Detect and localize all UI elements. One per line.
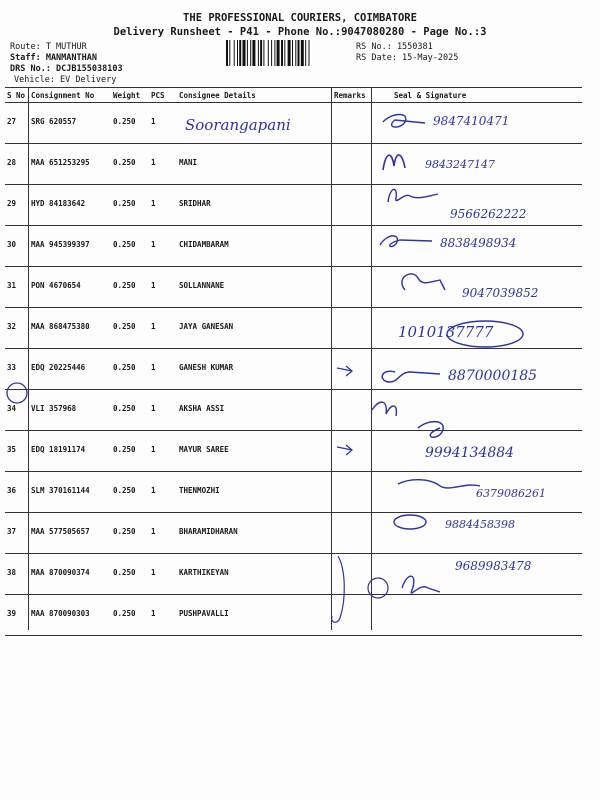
cell-weight bbox=[111, 226, 149, 267]
table-row bbox=[5, 554, 582, 595]
table-row bbox=[5, 267, 582, 308]
pcs-value: 1 bbox=[151, 117, 156, 126]
barcode-bar bbox=[263, 40, 264, 66]
cell-consignee bbox=[177, 390, 332, 431]
consignee-value: SRIDHAR bbox=[179, 199, 211, 208]
cell-remarks bbox=[332, 595, 372, 636]
consignee-value: MAYUR SAREE bbox=[179, 445, 229, 454]
barcode-bar bbox=[258, 40, 259, 66]
barcode-bar bbox=[284, 40, 285, 66]
sno-value: 38 bbox=[7, 568, 17, 577]
runsheet-table bbox=[5, 87, 582, 636]
cell-sno bbox=[5, 308, 29, 349]
sno-value: 28 bbox=[7, 158, 17, 167]
cell-seal bbox=[372, 185, 582, 226]
cell-weight bbox=[111, 185, 149, 226]
cell-consignee bbox=[177, 267, 332, 308]
cell-pcs bbox=[149, 595, 177, 636]
sno-value: 27 bbox=[7, 117, 17, 126]
cell-seal bbox=[372, 595, 582, 636]
route-label: Route: T MUTHUR bbox=[10, 42, 87, 52]
pcs-value: 1 bbox=[151, 281, 156, 290]
weight-value: 0.250 bbox=[113, 117, 136, 126]
pcs-value: 1 bbox=[151, 486, 156, 495]
col-header-sno: S No bbox=[5, 88, 29, 103]
cell-consignment bbox=[29, 185, 111, 226]
pcs-value: 1 bbox=[151, 363, 156, 372]
cell-sno bbox=[5, 103, 29, 144]
consignment-value: MAA 870090374 bbox=[31, 568, 90, 577]
cell-seal bbox=[372, 513, 582, 554]
cell-weight bbox=[111, 472, 149, 513]
column-divider bbox=[28, 87, 29, 630]
barcode-bar bbox=[237, 40, 238, 66]
cell-weight bbox=[111, 390, 149, 431]
barcode-bar bbox=[305, 40, 306, 66]
cell-remarks bbox=[332, 390, 372, 431]
handwritten-phone: 9994134884 bbox=[425, 445, 515, 461]
cell-pcs bbox=[149, 226, 177, 267]
barcode-bar bbox=[281, 40, 283, 66]
consignment-value: EDQ 18191174 bbox=[31, 445, 86, 454]
consignment-value: SRG 620557 bbox=[31, 117, 77, 126]
barcode-image bbox=[226, 40, 346, 66]
cell-seal bbox=[372, 431, 582, 472]
rs-number: RS No.: 1550381 bbox=[356, 42, 433, 52]
barcode-bar bbox=[292, 40, 293, 66]
cell-sno bbox=[5, 554, 29, 595]
cell-seal bbox=[372, 472, 582, 513]
pcs-value: 1 bbox=[151, 609, 156, 618]
cell-consignee bbox=[177, 472, 332, 513]
cell-remarks bbox=[332, 472, 372, 513]
pcs-value: 1 bbox=[151, 568, 156, 577]
cell-weight bbox=[111, 103, 149, 144]
barcode-bar bbox=[277, 40, 280, 66]
barcode-bar bbox=[239, 40, 241, 66]
sno-value: 33 bbox=[7, 363, 17, 372]
cell-consignee bbox=[177, 226, 332, 267]
cell-consignment bbox=[29, 554, 111, 595]
handwritten-phone: 8838498934 bbox=[440, 236, 517, 250]
cell-consignee bbox=[177, 595, 332, 636]
cell-consignment bbox=[29, 513, 111, 554]
consignee-value bbox=[179, 103, 330, 117]
cell-pcs bbox=[149, 103, 177, 144]
cell-seal bbox=[372, 308, 582, 349]
weight-value: 0.250 bbox=[113, 281, 136, 290]
cell-sno bbox=[5, 513, 29, 554]
cell-seal bbox=[372, 226, 582, 267]
company-title: THE PROFESSIONAL COURIERS, COIMBATORE bbox=[183, 12, 417, 24]
consignee-value: BHARAMIDHARAN bbox=[179, 527, 238, 536]
handwritten-phone: 9847410471 bbox=[433, 114, 510, 128]
weight-value: 0.250 bbox=[113, 445, 136, 454]
sno-value: 35 bbox=[7, 445, 17, 454]
cell-pcs bbox=[149, 431, 177, 472]
sno-value: 32 bbox=[7, 322, 17, 331]
col-header-consignee: Consignee Details bbox=[177, 88, 332, 103]
weight-value: 0.250 bbox=[113, 199, 136, 208]
cell-consignment bbox=[29, 390, 111, 431]
consignment-value: MAA 577505657 bbox=[31, 527, 90, 536]
cell-weight bbox=[111, 144, 149, 185]
cell-consignment bbox=[29, 103, 111, 144]
col-header-weight: Weight bbox=[111, 88, 149, 103]
cell-remarks bbox=[332, 431, 372, 472]
consignment-value: MAA 945399397 bbox=[31, 240, 90, 249]
cell-consignment bbox=[29, 308, 111, 349]
handwritten-phone: 9843247147 bbox=[425, 158, 495, 171]
consignment-value: MAA 651253295 bbox=[31, 158, 90, 167]
barcode-bar bbox=[268, 40, 269, 66]
cell-sno bbox=[5, 349, 29, 390]
barcode-bar bbox=[271, 40, 272, 66]
cell-seal bbox=[372, 349, 582, 390]
table-row bbox=[5, 390, 582, 431]
cell-pcs bbox=[149, 472, 177, 513]
cell-consignment bbox=[29, 595, 111, 636]
cell-sno bbox=[5, 226, 29, 267]
col-header-consignment: Consignment No bbox=[29, 88, 111, 103]
barcode-bar bbox=[260, 40, 262, 66]
sno-value: 30 bbox=[7, 240, 17, 249]
consignment-value: MAA 870090303 bbox=[31, 609, 90, 618]
barcode-bar bbox=[298, 40, 300, 66]
barcode-bar bbox=[274, 40, 275, 66]
column-divider bbox=[371, 87, 372, 630]
cell-remarks bbox=[332, 267, 372, 308]
cell-seal bbox=[372, 390, 582, 431]
barcode-bar bbox=[252, 40, 255, 66]
pcs-value: 1 bbox=[151, 158, 156, 167]
sno-value: 37 bbox=[7, 527, 17, 536]
weight-value: 0.250 bbox=[113, 404, 136, 413]
cell-remarks bbox=[332, 144, 372, 185]
cell-remarks bbox=[332, 103, 372, 144]
cell-pcs bbox=[149, 267, 177, 308]
barcode-bar bbox=[309, 40, 310, 66]
col-header-seal: Seal & Signature bbox=[372, 88, 582, 103]
drs-label: DRS No.: DCJB155038103 bbox=[10, 64, 123, 74]
cell-sno bbox=[5, 472, 29, 513]
consignment-value: VLI 357968 bbox=[31, 404, 77, 413]
col-header-pcs: PCS bbox=[149, 88, 177, 103]
rs-date: RS Date: 15-May-2025 bbox=[356, 53, 459, 63]
barcode-bar bbox=[243, 40, 246, 66]
cell-pcs bbox=[149, 554, 177, 595]
barcode-bar bbox=[234, 40, 235, 66]
table-row bbox=[5, 226, 582, 267]
consignment-value: PON 4670654 bbox=[31, 281, 81, 290]
cell-pcs bbox=[149, 185, 177, 226]
handwritten-phone: 9566262222 bbox=[450, 207, 527, 221]
cell-remarks bbox=[332, 554, 372, 595]
pcs-value: 1 bbox=[151, 527, 156, 536]
table-header-row bbox=[5, 88, 582, 103]
cell-weight bbox=[111, 554, 149, 595]
sno-value: 39 bbox=[7, 609, 17, 618]
consignment-value: SLM 370161144 bbox=[31, 486, 90, 495]
table-row bbox=[5, 103, 582, 144]
consignment-value: MAA 868475380 bbox=[31, 322, 90, 331]
handwritten-phone: 9689983478 bbox=[455, 559, 532, 573]
cell-pcs bbox=[149, 390, 177, 431]
cell-seal bbox=[372, 144, 582, 185]
cell-consignee bbox=[177, 349, 332, 390]
weight-value: 0.250 bbox=[113, 527, 136, 536]
consignee-value: CHIDAMBARAM bbox=[179, 240, 229, 249]
weight-value: 0.250 bbox=[113, 486, 136, 495]
barcode-bar bbox=[288, 40, 291, 66]
handwritten-phone: 6379086261 bbox=[476, 487, 546, 500]
consignee-value: KARTHIKEYAN bbox=[179, 568, 229, 577]
barcode-bar bbox=[250, 40, 251, 66]
consignee-value: PUSHPAVALLI bbox=[179, 609, 229, 618]
barcode-bar bbox=[301, 40, 304, 66]
cell-consignee bbox=[177, 103, 332, 144]
staff-label: Staff: MANMANTHAN bbox=[10, 53, 97, 63]
barcode-bar bbox=[295, 40, 296, 66]
sno-value: 29 bbox=[7, 199, 17, 208]
barcode-bar bbox=[247, 40, 248, 66]
table-row bbox=[5, 185, 582, 226]
cell-remarks bbox=[332, 349, 372, 390]
handwritten-consignee-name: Soorangapani bbox=[185, 116, 291, 134]
consignment-value: HYD 84183642 bbox=[31, 199, 86, 208]
cell-consignment bbox=[29, 226, 111, 267]
cell-remarks bbox=[332, 185, 372, 226]
cell-remarks bbox=[332, 513, 372, 554]
cell-pcs bbox=[149, 144, 177, 185]
handwritten-phone: 8870000185 bbox=[448, 368, 538, 384]
handwritten-phone: 9884458398 bbox=[445, 518, 515, 531]
cell-consignment bbox=[29, 267, 111, 308]
cell-pcs bbox=[149, 308, 177, 349]
cell-sno bbox=[5, 185, 29, 226]
table-row bbox=[5, 144, 582, 185]
runsheet-subtitle: Delivery Runsheet - P41 - Phone No.:9047080280 - Page No.:3 bbox=[113, 26, 487, 38]
col-header-remarks: Remarks bbox=[332, 88, 372, 103]
barcode-bar bbox=[226, 40, 228, 66]
vehicle-label: Vehicle: EV Delivery bbox=[14, 75, 117, 85]
cell-remarks bbox=[332, 226, 372, 267]
cell-sno bbox=[5, 595, 29, 636]
cell-pcs bbox=[149, 513, 177, 554]
table-row bbox=[5, 431, 582, 472]
cell-seal bbox=[372, 103, 582, 144]
cell-consignee bbox=[177, 513, 332, 554]
cell-sno bbox=[5, 431, 29, 472]
handwritten-phone: 1010137777 bbox=[398, 323, 494, 341]
pcs-value: 1 bbox=[151, 404, 156, 413]
cell-pcs bbox=[149, 349, 177, 390]
cell-consignment bbox=[29, 144, 111, 185]
weight-value: 0.250 bbox=[113, 158, 136, 167]
consignee-value: JAYA GANESAN bbox=[179, 322, 234, 331]
consignee-value: SOLLANNANE bbox=[179, 281, 225, 290]
cell-consignment bbox=[29, 349, 111, 390]
cell-consignee bbox=[177, 554, 332, 595]
table-row bbox=[5, 513, 582, 554]
cell-consignee bbox=[177, 431, 332, 472]
cell-weight bbox=[111, 349, 149, 390]
consignee-value: THENMOZHI bbox=[179, 486, 220, 495]
column-divider bbox=[331, 87, 332, 630]
cell-weight bbox=[111, 431, 149, 472]
weight-value: 0.250 bbox=[113, 363, 136, 372]
barcode-bar bbox=[229, 40, 230, 66]
sno-value: 36 bbox=[7, 486, 17, 495]
cell-weight bbox=[111, 595, 149, 636]
pcs-value: 1 bbox=[151, 445, 156, 454]
consignee-value: GANESH KUMAR bbox=[179, 363, 234, 372]
pcs-value: 1 bbox=[151, 240, 156, 249]
cell-consignee bbox=[177, 185, 332, 226]
table-row bbox=[5, 349, 582, 390]
weight-value: 0.250 bbox=[113, 609, 136, 618]
cell-seal bbox=[372, 554, 582, 595]
consignee-value: AKSHA ASSI bbox=[179, 404, 225, 413]
weight-value: 0.250 bbox=[113, 240, 136, 249]
cell-sno bbox=[5, 390, 29, 431]
cell-consignment bbox=[29, 431, 111, 472]
sno-value: 34 bbox=[7, 404, 17, 413]
pcs-value: 1 bbox=[151, 322, 156, 331]
cell-consignee bbox=[177, 144, 332, 185]
cell-weight bbox=[111, 513, 149, 554]
cell-consignee bbox=[177, 308, 332, 349]
handwritten-phone: 9047039852 bbox=[462, 286, 539, 300]
consignee-value: MANI bbox=[179, 158, 198, 167]
cell-weight bbox=[111, 267, 149, 308]
cell-weight bbox=[111, 308, 149, 349]
table-row bbox=[5, 472, 582, 513]
cell-consignment bbox=[29, 472, 111, 513]
weight-value: 0.250 bbox=[113, 568, 136, 577]
sno-value: 31 bbox=[7, 281, 17, 290]
cell-sno bbox=[5, 267, 29, 308]
cell-sno bbox=[5, 144, 29, 185]
cell-seal bbox=[372, 267, 582, 308]
cell-remarks bbox=[332, 308, 372, 349]
table-row bbox=[5, 595, 582, 636]
table-row bbox=[5, 308, 582, 349]
pcs-value: 1 bbox=[151, 199, 156, 208]
weight-value: 0.250 bbox=[113, 322, 136, 331]
consignment-value: EDQ 20225446 bbox=[31, 363, 86, 372]
